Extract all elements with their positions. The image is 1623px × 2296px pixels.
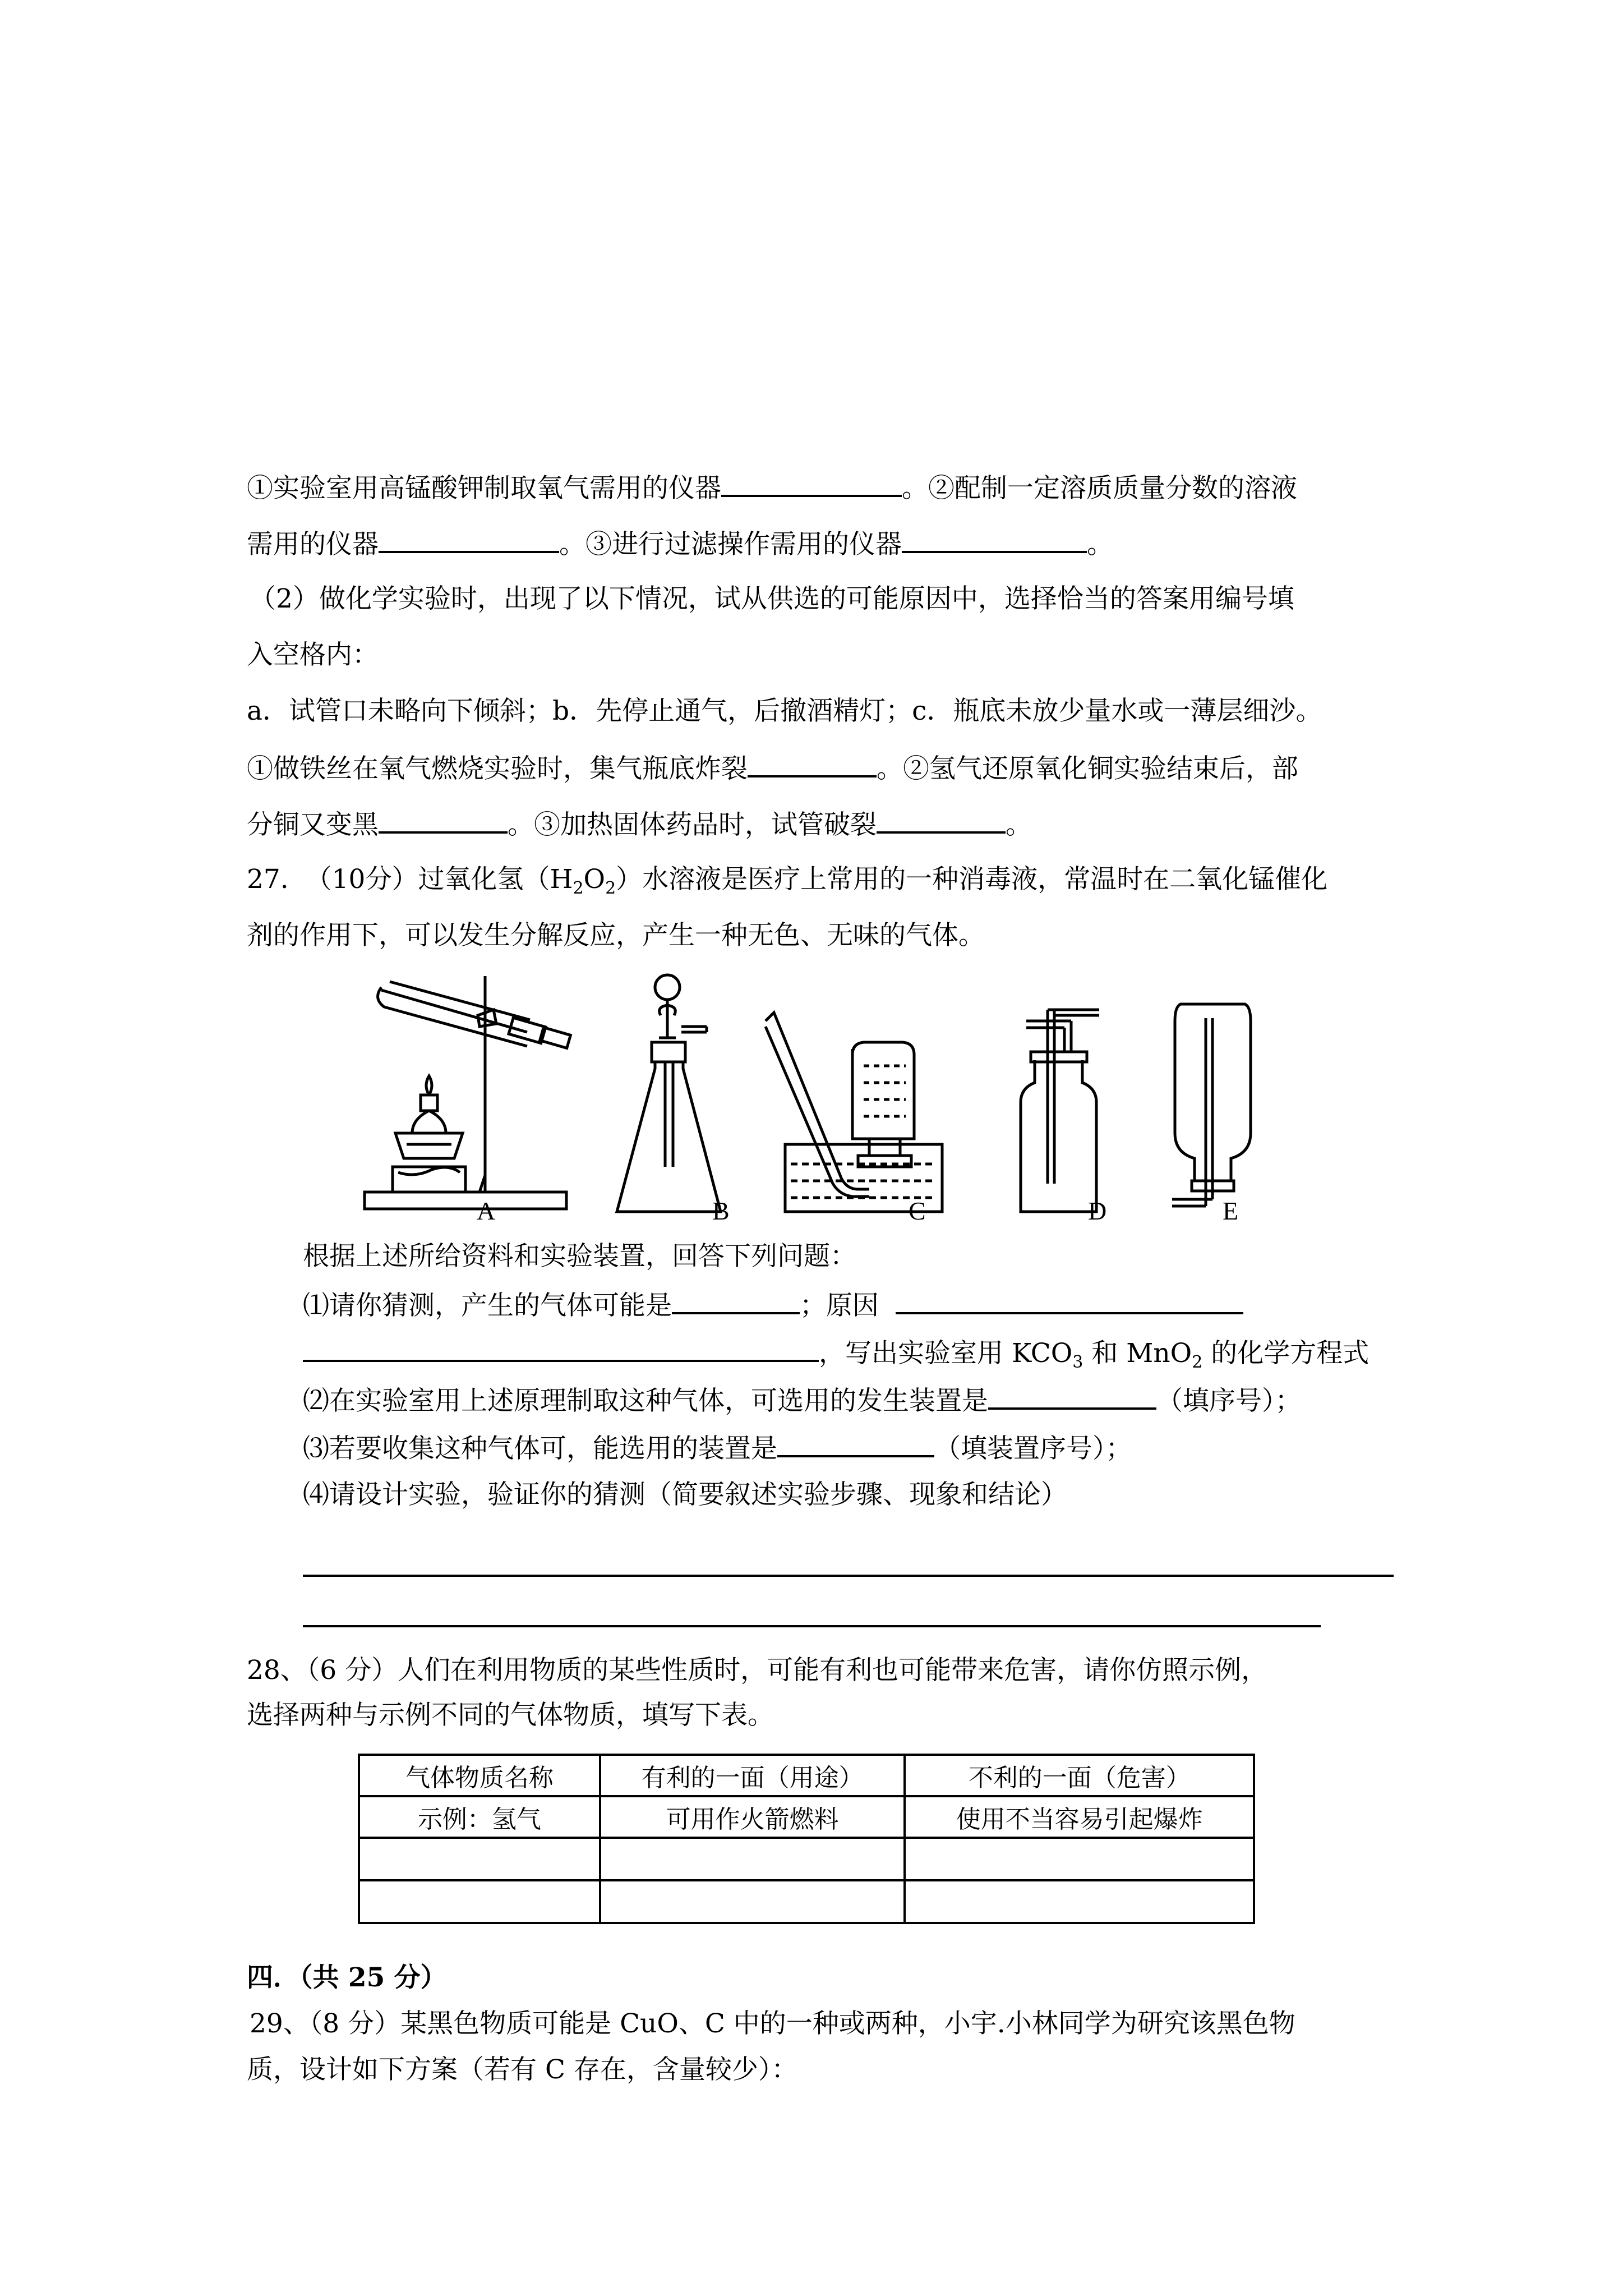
apparatus-label-c: C [909, 1197, 926, 1225]
q26-options: a．试管口未略向下倾斜；b．先停止通气，后撤酒精灯；c．瓶底未放少量水或一薄层细沙。 [247, 696, 1322, 726]
q28-line-1: 28、（6 分）人们在利用物质的某些性质时，可能有利也可能带来危害，请你仿照示例， [247, 1655, 1268, 1686]
answer-blank[interactable] [303, 1335, 819, 1362]
q27-subq-1: ⑴请你猜测，产生的气体可能是 ；原因 [303, 1287, 1243, 1323]
answer-line[interactable] [303, 1575, 1394, 1577]
answer-blank[interactable] [748, 751, 877, 777]
table-header-row [359, 1755, 1254, 1796]
q28-line-2: 选择两种与示例不同的气体物质，填写下表。 [247, 1700, 774, 1731]
apparatus-e-inverted-bottle [1166, 993, 1256, 1228]
apparatus-d-gas-bottle [1009, 999, 1110, 1223]
q26-sub-line-1: ①做铁丝在氧气燃烧实验时，集气瓶底炸裂 。②氢气还原氧化铜实验结束后，部 [247, 751, 1298, 786]
q26-part2-line-2: 入空格内： [247, 639, 379, 670]
answer-blank[interactable] [379, 526, 559, 553]
q29-line-2: 质，设计如下方案（若有 C 存在，含量较少）： [247, 2054, 798, 2085]
q27-lead: 根据上述所给资料和实验装置，回答下列问题： [303, 1241, 856, 1272]
apparatus-label-d: D [1088, 1197, 1107, 1225]
table-row-blank [359, 1880, 1254, 1923]
answer-blank[interactable] [721, 470, 902, 497]
table-cell-blank[interactable] [359, 1880, 600, 1923]
q27-intro-2: 剂的作用下，可以发生分解反应，产生一种无色、无味的气体。 [247, 920, 985, 951]
answer-blank[interactable] [672, 1287, 800, 1314]
q26-line-1: ①实验室用高锰酸钾制取氧气需用的仪器 。②配制一定溶质质量分数的溶液 [247, 470, 1297, 505]
table-header-cell: 气体物质名称 [359, 1755, 600, 1796]
q27-subq-4: ⑷请设计实验，验证你的猜测（简要叙述实验步骤、现象和结论） [303, 1479, 1067, 1510]
table-cell: 示例：氢气 [359, 1796, 600, 1838]
apparatus-label-a: A [477, 1197, 496, 1225]
apparatus-label-b: B [712, 1197, 730, 1225]
table-header-cell: 有利的一面（用途） [600, 1755, 905, 1796]
answer-blank[interactable] [877, 807, 1006, 834]
table-cell: 可用作火箭燃料 [600, 1796, 905, 1838]
apparatus-label-e: E [1223, 1197, 1239, 1225]
table-header-cell: 不利的一面（危害） [905, 1755, 1254, 1796]
table-row-blank [359, 1838, 1254, 1880]
q26-line-2: 需用的仪器 。③进行过滤操作需用的仪器 。 [247, 526, 1113, 562]
q29-line-1: 29、（8 分）某黑色物质可能是 CuO、C 中的一种或两种，小宇.小林同学为研究该黑色物 [250, 2008, 1295, 2039]
q27-intro-1: 27. （10分）过氧化氢$(H_2O_2)$水溶液是医疗上常用的一种消毒液，常温时在二氧化锰催化 [247, 864, 1328, 898]
q26-part2-line-1: （2）做化学实验时，出现了以下情况，试从供选的可能原因中，选择恰当的答案用编号填 [250, 583, 1294, 614]
answer-blank[interactable] [988, 1383, 1156, 1410]
answer-blank[interactable] [777, 1430, 934, 1457]
answer-blank[interactable] [896, 1287, 1243, 1314]
apparatus-b-conical-flask [611, 970, 735, 1223]
table-cell-blank[interactable] [905, 1838, 1254, 1880]
q27-subq-2: ⑵在实验室用上述原理制取这种气体，可选用的发生装置是 （填序号）； [303, 1383, 1302, 1418]
table-cell-blank[interactable] [600, 1838, 905, 1880]
table-cell: 使用不当容易引起爆炸 [905, 1796, 1254, 1838]
q27-subq-3: ⑶若要收集这种气体可，能选用的装置是 （填装置序号）； [303, 1430, 1132, 1466]
table-cell-blank[interactable] [359, 1838, 600, 1880]
apparatus-c-water-trough [763, 1010, 948, 1223]
table-cell-blank[interactable] [600, 1880, 905, 1923]
gas-properties-table [358, 1754, 1255, 1924]
answer-line[interactable] [303, 1625, 1321, 1627]
q27-subq-1-cont: ，写出实验室用 $KCO_3$ 和 MnO$_2$ 的化学方程式 [303, 1335, 1369, 1370]
table-row-example [359, 1796, 1254, 1838]
section-4-title: 四．（共 25 分） [247, 1962, 447, 1993]
answer-blank[interactable] [902, 526, 1087, 553]
apparatus-a-heating-setup [359, 970, 578, 1223]
table-cell-blank[interactable] [905, 1880, 1254, 1923]
answer-blank[interactable] [379, 807, 508, 834]
q26-sub-line-2: 分铜又变黑 。③加热固体药品时，试管破裂 。 [247, 807, 1032, 842]
